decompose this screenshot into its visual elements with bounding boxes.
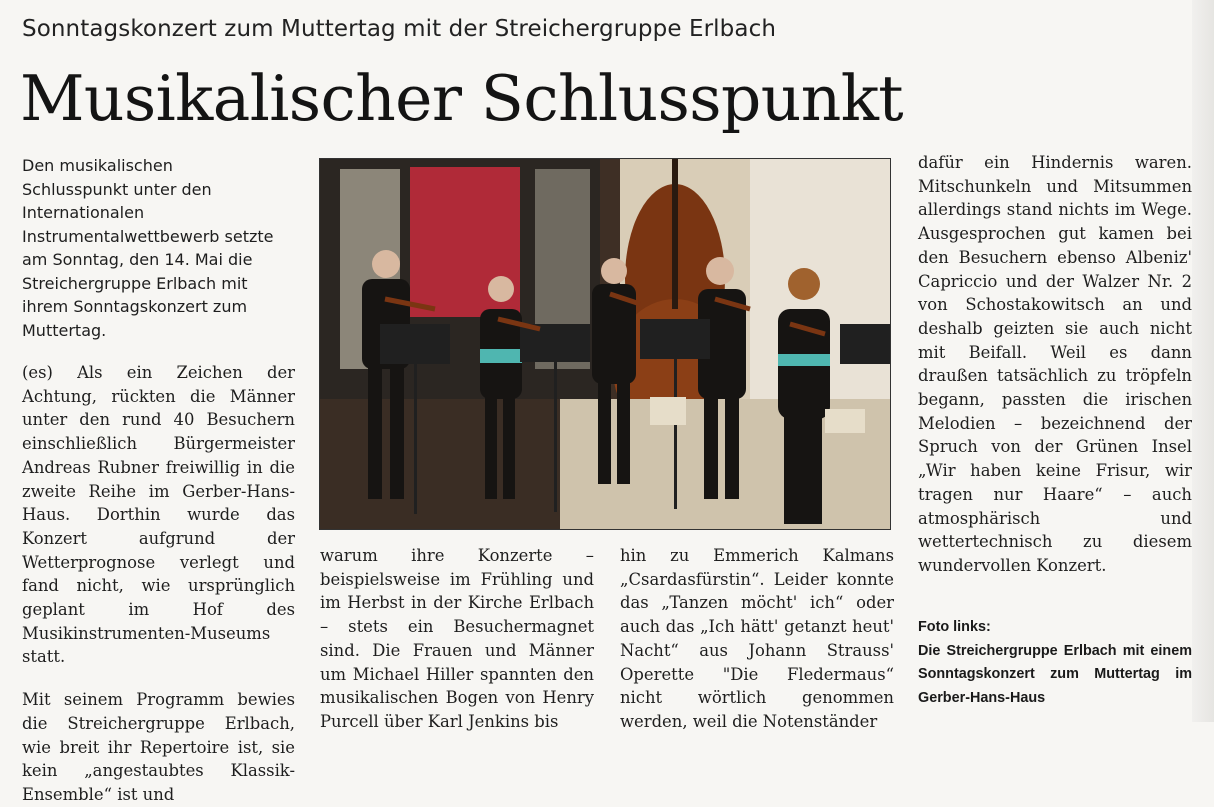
body-paragraph: (es) Als ein Zeichen der Achtung, rückten die Männer unter den rund 40 Besuchern einschließlich Bürgermeister Andreas Rubner freiwillig in die zweite Reihe im Gerber-Hans-Haus. Dorthin wurde das Konzert aufgrund der Wetterprognose verlegt und fand nicht, wie ursprünglich geplant im Hof des Musikinstrumenten-Museums statt.	[22, 363, 295, 667]
body-paragraph: dafür ein Hindernis waren. Mitschunkeln und Mitsummen allerdings stand nichts im Wege. Ausgesprochen gut kamen bei den Besuchern ebenso Albeniz' Capriccio und der Walzer Nr. 2 von Schostakowitsch an und deshalb geizten sie auch nicht mit Beifall. Weil es dann draußen tatsächlich zu tröpfeln begann, passten die irischen Melodien – bezeichnend der Spruch von der Grünen Insel „Wir haben keine Frisur, wir tragen nur Haare“ – auch atmosphärisch und wettertechnisch zu diesem wundervollen Konzert.	[918, 153, 1192, 575]
column-4	[918, 151, 1192, 578]
lead-paragraph: Den musikalischen Schlusspunkt unter den Internationalen Instrumentalwettbewerb setzte am Sonntag, den 14. Mai die Streichergruppe Erlbach mit ihrem Sonntagskonzert zum Muttertag.	[22, 156, 274, 340]
article-kicker: Sonntagskonzert zum Muttertag mit der Streichergruppe Erlbach	[22, 16, 776, 42]
body-paragraph: hin zu Emmerich Kalmans „Csardasfürstin“. Leider konnte das „Tanzen möcht' ich“ oder auch das „Ich hätt' getanzt heut' Nacht“ aus Johann Strauss' Operette "Die Fledermaus“ nicht wörtlich genommen werden, weil die Notenständer	[620, 546, 894, 731]
caption-text: Die Streichergruppe Erlbach mit einem Sonntagskonzert zum Muttertag im Gerber-Hans-Haus	[918, 642, 1192, 706]
caption-label: Foto links:	[918, 619, 991, 635]
body-paragraph: Mit seinem Programm bewies die Streichergruppe Erlbach, wie breit ihr Repertoire ist, sie kein „angestaubtes Klassik-Ensemble“ ist und	[22, 690, 295, 804]
concert-photo-image	[320, 159, 890, 529]
adjacent-page-edge	[1192, 0, 1214, 722]
column-1	[22, 154, 295, 807]
body-paragraph: warum ihre Konzerte – beispielsweise im Frühling und im Herbst in der Kirche Erlbach – stets ein Besuchermagnet sind. Die Frauen und Männer um Michael Hiller spannten den musikalischen Bogen von Henry Purcell über Karl Jenkins bis	[320, 546, 594, 731]
column-3	[620, 544, 894, 734]
photo-caption	[918, 616, 1192, 710]
article-headline: Musikalischer Schlusspunkt	[20, 62, 903, 135]
column-2	[320, 544, 594, 734]
concert-photo	[319, 158, 891, 530]
